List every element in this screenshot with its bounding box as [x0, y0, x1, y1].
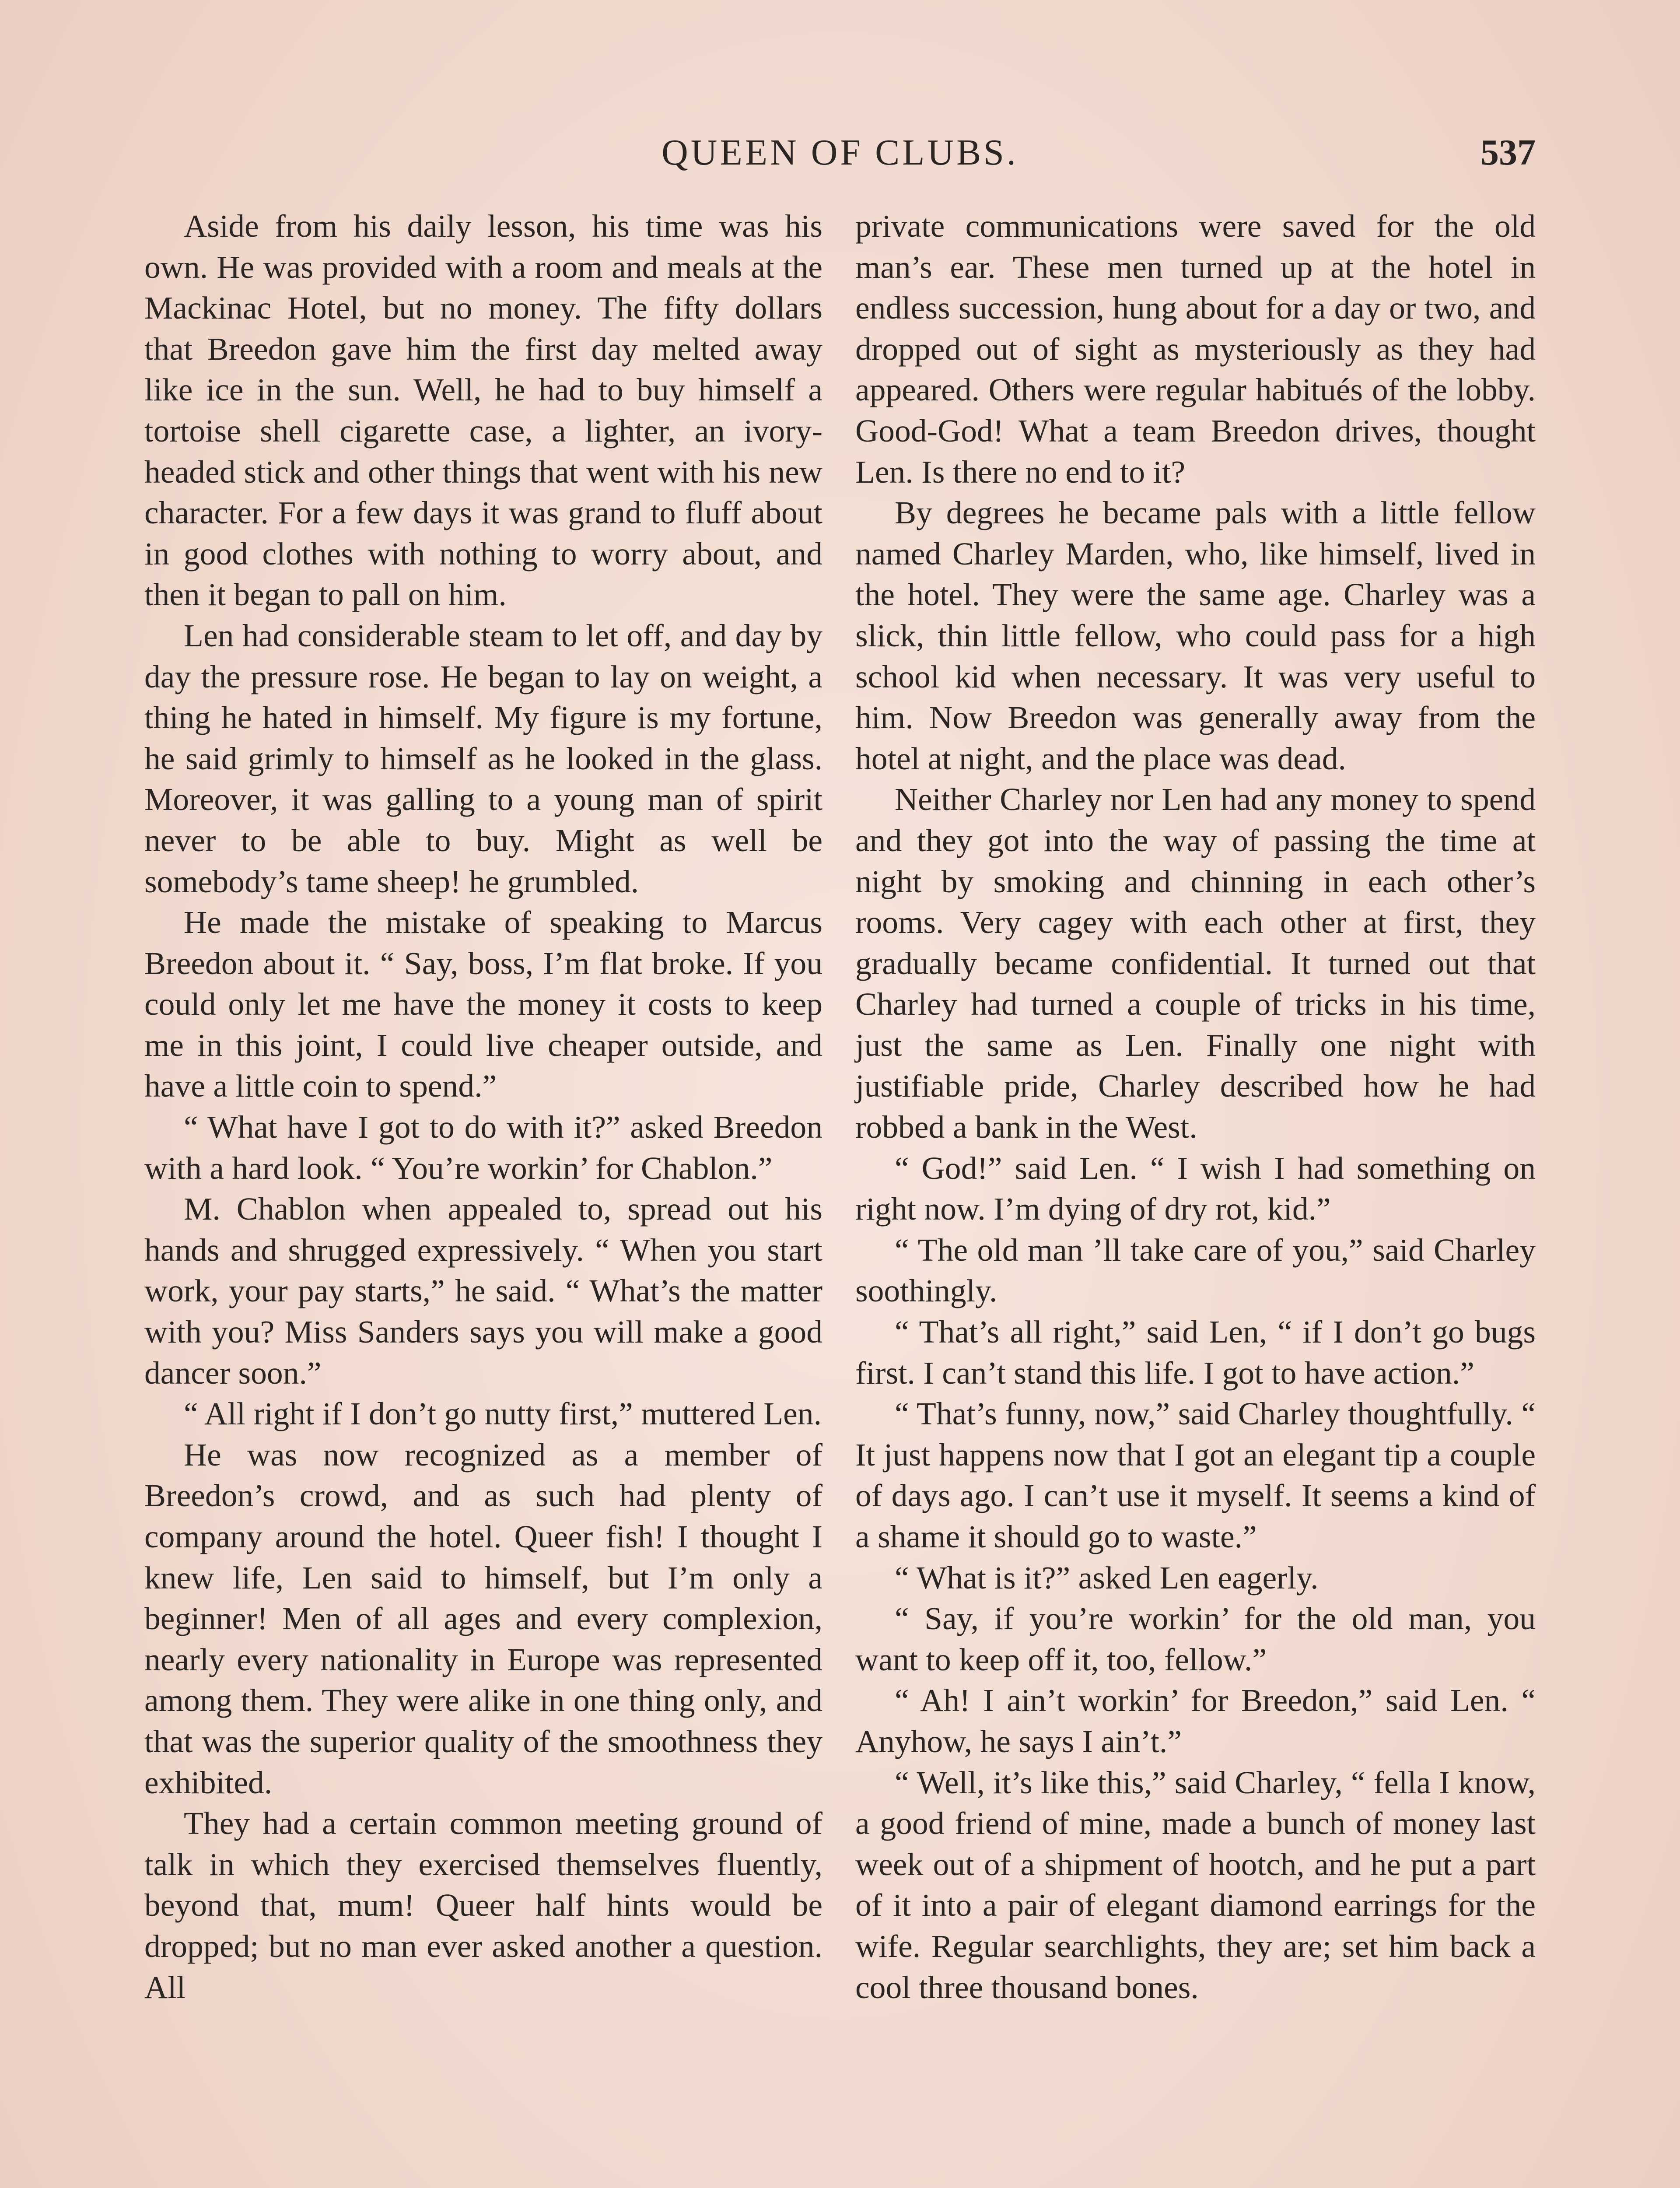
- paragraph: “ Well, it’s like this,” said Charley, “ fella I know, a good friend of mine, made a bunch of money last week out of a shipment of hootch, and he put a part of it into a pair of elegant diamond earrings for the wife. Regular searchlights, they are; set him back a cool three thousand bones.: [855, 1764, 1536, 2005]
- paragraph: He made the mistake of speaking to Marcus Breedon about it. “ Say, boss, I’m flat broke. If you could only let me have the money it costs to keep me in this joint, I could live cheaper outside, and have a little coin to spend.”: [144, 904, 822, 1104]
- paragraph: Len had considerable steam to let off, and day by day the pressure rose. He began to lay on weight, a thing he hated in himself. My figure is my fortune, he said grimly to himself as he looked in the glass. Moreover, it was galling to a young man of spirit never to be able to buy. Might as well be somebody’s tame sheep! he grumbled.: [144, 617, 822, 899]
- paragraph: “ Ah! I ain’t workin’ for Breedon,” said Len. “ Anyhow, he says I ain’t.”: [855, 1682, 1536, 1759]
- paragraph: “ All right if I don’t go nutty first,” muttered Len.: [184, 1396, 822, 1432]
- paragraph: M. Chablon when appealed to, spread out his hands and shrugged expressively. “ When you start work, your pay starts,” he said. “ What’s the matter with you? Miss Sanders says you will make a good dancer soon.”: [144, 1191, 822, 1391]
- paragraph: “ The old man ’ll take care of you,” said Charley soothingly.: [855, 1231, 1536, 1309]
- paragraph: private communications were saved for the old man’s ear. These men turned up at the hotel in endless succession, hung about for a day or two, and dropped out of sight as mysteriously as they had appeared. Others were regular habitués of the lobby. Good-God! What a team Breedon drives, thought Len. Is there no end to it?: [855, 208, 1536, 490]
- paragraph: “ That’s all right,” said Len, “ if I don’t go bugs first. I can’t stand this life. I got to have action.”: [855, 1314, 1536, 1391]
- paragraph: “ What is it?” asked Len eagerly.: [895, 1559, 1319, 1595]
- left-column: [144, 206, 822, 2188]
- page-number: 537: [1480, 132, 1536, 173]
- paragraph: “ Say, if you’re workin’ for the old man, you want to keep off it, too, fellow.”: [855, 1600, 1536, 1677]
- paragraph: “ What have I got to do with it?” asked Breedon with a hard look. “ You’re workin’ for Chablon.”: [144, 1109, 822, 1186]
- paragraph: They had a certain common meeting ground of talk in which they exercised themselves fluently, beyond that, mum! Queer half hints would be dropped; but no man ever asked another a question. All: [144, 1805, 822, 2005]
- paragraph: Neither Charley nor Len had any money to spend and they got into the way of passing the time at night by smoking and chinning in each other’s rooms. Very cagey with each other at first, they gradually became confidential. It turned out that Charley had turned a couple of tricks in his time, just the same as Len. Finally one night with justifiable pride, Charley described how he had robbed a bank in the West.: [855, 781, 1536, 1145]
- right-column: [855, 206, 1536, 2188]
- paragraph: He was now recognized as a member of Breedon’s crowd, and as such had plenty of company around the hotel. Queer fish! I thought I knew life, Len said to himself, but I’m only a beginner! Men of all ages and every complexion, nearly every nationality in Europe was represented among them. They were alike in one thing only, and that was the superior quality of the smoothness they exhibited.: [144, 1436, 822, 1800]
- running-title: QUEEN OF CLUBS.: [662, 132, 1018, 173]
- page-header: [144, 131, 1536, 184]
- paragraph: “ That’s funny, now,” said Charley thoughtfully. “ It just happens now that I got an elegant tip a couple of days ago. I can’t use it myself. It seems a kind of a shame it should go to waste.”: [855, 1396, 1536, 1554]
- paragraph: “ God!” said Len. “ I wish I had something on right now. I’m dying of dry rot, kid.”: [855, 1150, 1536, 1227]
- paragraph: Aside from his daily lesson, his time was his own. He was provided with a room and meals at the Mackinac Hotel, but no money. The fifty dollars that Breedon gave him the first day melted away like ice in the sun. Well, he had to buy himself a tortoise shell cigarette case, a lighter, an ivory-headed stick and other things that went with his new character. For a few days it was grand to fluff about in good clothes with nothing to worry about, and then it began to pall on him.: [144, 208, 822, 613]
- paragraph: By degrees he became pals with a little fellow named Charley Marden, who, like himself, lived in the hotel. They were the same age. Charley was a slick, thin little fellow, who could pass for a high school kid when necessary. It was very useful to him. Now Breedon was generally away from the hotel at night, and the place was dead.: [855, 494, 1536, 776]
